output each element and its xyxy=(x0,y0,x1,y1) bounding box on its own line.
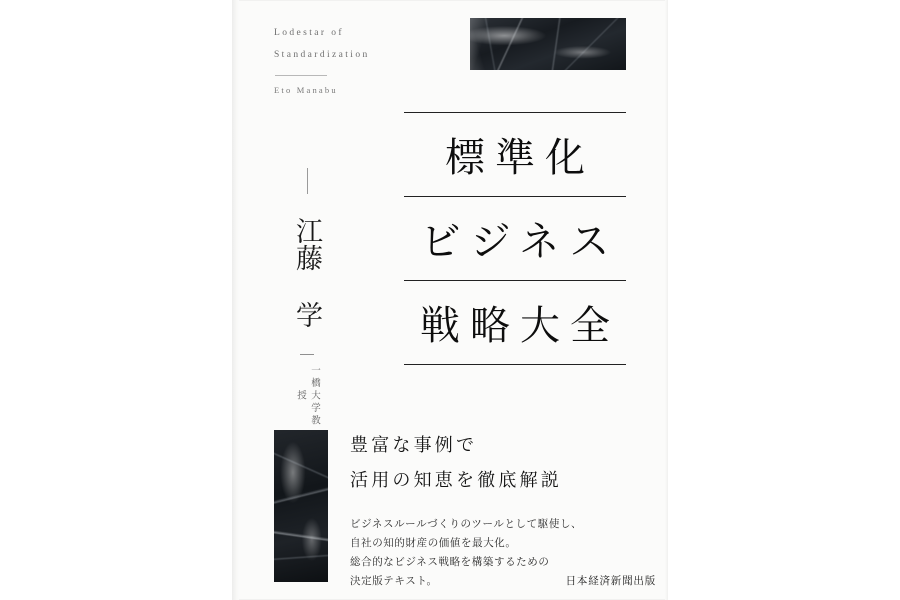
author-divider-rule xyxy=(307,168,308,194)
catchcopy-line-1: 豊富な事例で xyxy=(350,435,478,455)
latin-author-name: Eto Manabu xyxy=(274,85,338,95)
cover-spine-shading xyxy=(232,0,239,600)
book-title-line-1: 標準化 xyxy=(445,135,595,180)
publisher-name: 日本経済新聞出版 xyxy=(565,576,656,587)
catchcopy-block xyxy=(350,428,630,591)
author-affiliation: 一橋大学教授 xyxy=(295,364,319,428)
author-block xyxy=(284,168,330,429)
description-line-2: 自社の知的財産の価値を最大化。 xyxy=(350,538,517,549)
marble-texture-top xyxy=(470,18,626,70)
description-line-3: 総合的なビジネス戦略を構築するための xyxy=(350,557,550,568)
cover-right-edge-shading xyxy=(665,0,668,600)
description-line-1: ビジネスルールづくりのツールとして駆使し、 xyxy=(350,519,583,530)
marble-texture-left xyxy=(274,430,328,582)
book-cover xyxy=(232,0,668,600)
author-name: 江藤 学 xyxy=(292,216,322,328)
catchcopy-line-2: 活用の知恵を徹底解説 xyxy=(350,470,562,490)
book-title-line-2: ビジネス xyxy=(420,219,620,264)
book-title-block xyxy=(404,112,626,365)
latin-divider-rule xyxy=(275,75,327,76)
title-rule-bottom xyxy=(404,364,626,365)
latin-title-block xyxy=(274,22,464,95)
author-affiliation-rule xyxy=(300,354,314,355)
latin-title-line-1: Lodestar of xyxy=(274,28,344,38)
book-title-line-3: 戦略大全 xyxy=(420,303,620,348)
description-line-4: 決定版テキスト。 xyxy=(350,576,438,587)
latin-title-line-2: Standardization xyxy=(274,50,370,60)
